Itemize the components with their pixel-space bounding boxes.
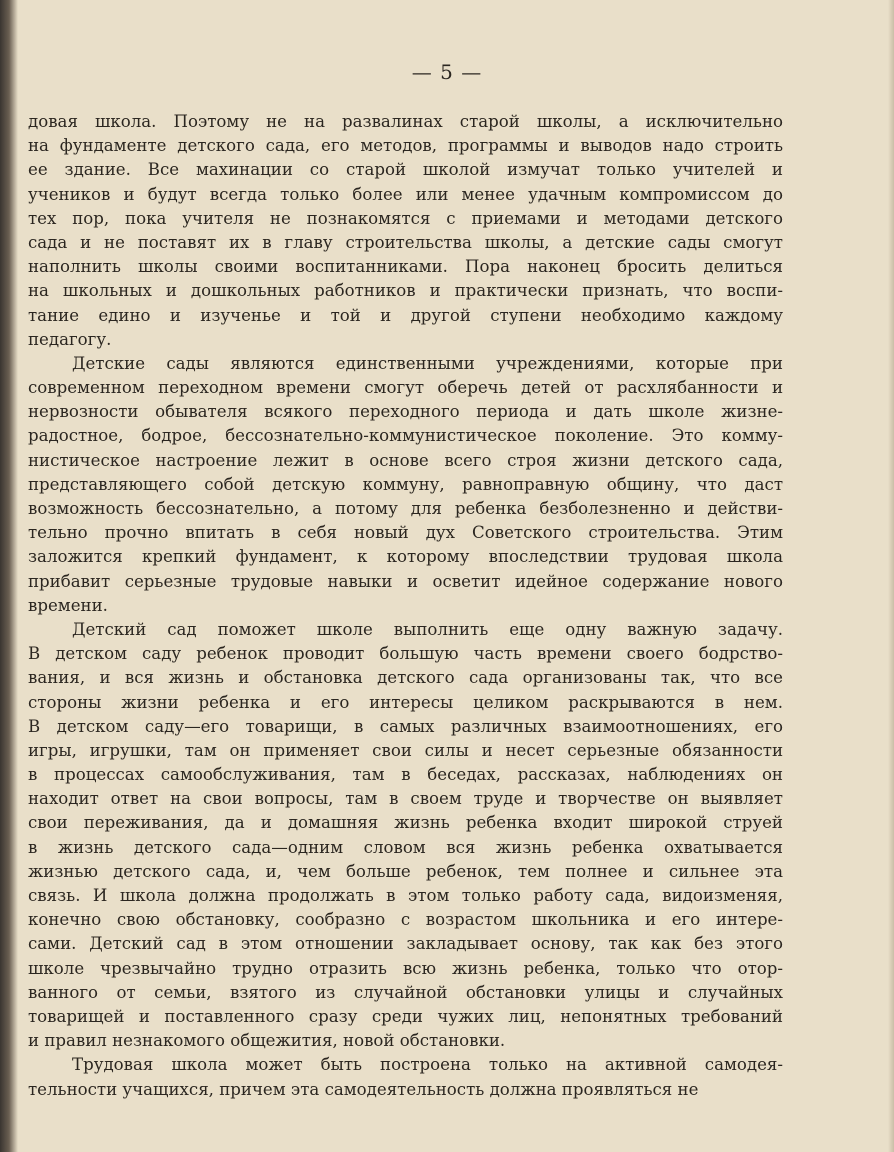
text-line: жизнью детского сада, и, чем больше ребенок, тем полнее и сильнее эта: [28, 861, 783, 881]
text-line: в процессах самообслуживания, там в беседах, рассказах, наблюдениях он: [28, 765, 783, 785]
text-line: тельности учащихся, причем эта самодеятельность должна проявляться не: [28, 1079, 699, 1099]
page-edge: [888, 0, 894, 1152]
text-line: вания, и вся жизнь и обстановка детского сада организованы так, что все: [28, 668, 783, 688]
text-line: ее здание. Все махинации со старой школой измучат только учителей и: [28, 160, 783, 180]
paragraph: [28, 110, 783, 352]
text-line: стороны жизни ребенка и его интересы целиком раскрываются в нем.: [28, 692, 783, 712]
text-line: нервозности обывателя всякого переходного периода и дать школе жизне-: [28, 402, 783, 422]
text-line: тельно прочно впитать в себя новый дух Советского строительства. Этим: [28, 523, 783, 543]
text-line: современном переходном времени смогут оберечь детей от расхлябанности и: [28, 378, 783, 398]
paragraph: [28, 352, 783, 618]
text-line: довая школа. Поэтому не на развалинах старой школы, а исключительно: [28, 112, 783, 131]
text-line: товарищей и поставленного сразу среди чужих лиц, непонятных требований: [28, 1006, 783, 1026]
text-line: В детском саду ребенок проводит большую часть времени своего бодрство-: [28, 644, 783, 664]
text-line: радостное, бодрое, бессознательно-коммунистическое поколение. Это комму-: [28, 426, 783, 446]
text-line: свои переживания, да и домашняя жизнь ребенка входит широкой струей: [28, 813, 783, 833]
text-line: школе чрезвычайно трудно отразить всю жизнь ребенка, только что отор-: [28, 958, 783, 978]
text-line: на школьных и дошкольных работников и практически признать, что воспи-: [28, 281, 783, 301]
text-line: нистическое настроение лежит в основе всего строя жизни детского сада,: [28, 450, 783, 470]
text-line: Детские сады являются единственными учреждениями, которые при: [72, 353, 783, 373]
paragraph: [28, 1053, 783, 1101]
text-line: находит ответ на свои вопросы, там в своем труде и творчестве он выявляет: [28, 789, 783, 809]
text-line: времени.: [28, 595, 108, 615]
text-line: возможность бессознательно, а потому для ребенка безболезненно и действи-: [28, 499, 783, 518]
text-line: сада и не поставят их в главу строительства школы, а детские сады смогут: [28, 232, 783, 252]
text-line: прибавит серьезные трудовые навыки и осветит идейное содержание нового: [28, 571, 783, 591]
text-line: игры, игрушки, там он применяет свои силы и несет серьезные обязанности: [28, 740, 783, 760]
text-line: В детском саду—его товарищи, в самых различных взаимоотношениях, его: [28, 716, 783, 736]
body-text: [28, 110, 783, 1102]
text-line: наполнить школы своими воспитанниками. Пора наконец бросить делиться: [28, 257, 783, 277]
page-number: — 5 —: [411, 60, 483, 84]
text-line: представляющего собой детскую коммуну, равноправную общину, что даст: [28, 474, 783, 494]
text-line: связь. И школа должна продолжать в этом только работу сада, видоизменяя,: [28, 886, 783, 905]
text-line: Детский сад поможет школе выполнить еще одну важную задачу.: [72, 619, 783, 639]
text-line: Трудовая школа может быть построена только на активной самодея-: [72, 1055, 783, 1075]
text-line: тание едино и изученье и той и другой ступени необходимо каждому: [28, 305, 783, 325]
text-line: тех пор, пока учителя не познакомятся с приемами и методами детского: [28, 208, 783, 228]
book-spine-shadow: [0, 0, 18, 1152]
text-line: ванного от семьи, взятого из случайной обстановки улицы и случайных: [28, 982, 783, 1002]
text-line: в жизнь детского сада—одним словом вся жизнь ребенка охватывается: [28, 837, 783, 857]
text-line: педагогу.: [28, 329, 112, 349]
text-line: учеников и будут всегда только более или менее удачным компромиссом до: [28, 184, 783, 204]
text-line: сами. Детский сад в этом отношении закладывает основу, так как без этого: [28, 934, 783, 954]
paragraph: [28, 618, 783, 1053]
text-line: на фундаменте детского сада, его методов, программы и выводов надо строить: [28, 136, 783, 156]
text-line: заложится крепкий фундамент, к которому впоследствии трудовая школа: [28, 547, 783, 567]
text-line: конечно свою обстановку, сообразно с возрастом школьника и его интере-: [28, 910, 783, 930]
text-line: и правил незнакомого общежития, новой обстановки.: [28, 1031, 506, 1051]
